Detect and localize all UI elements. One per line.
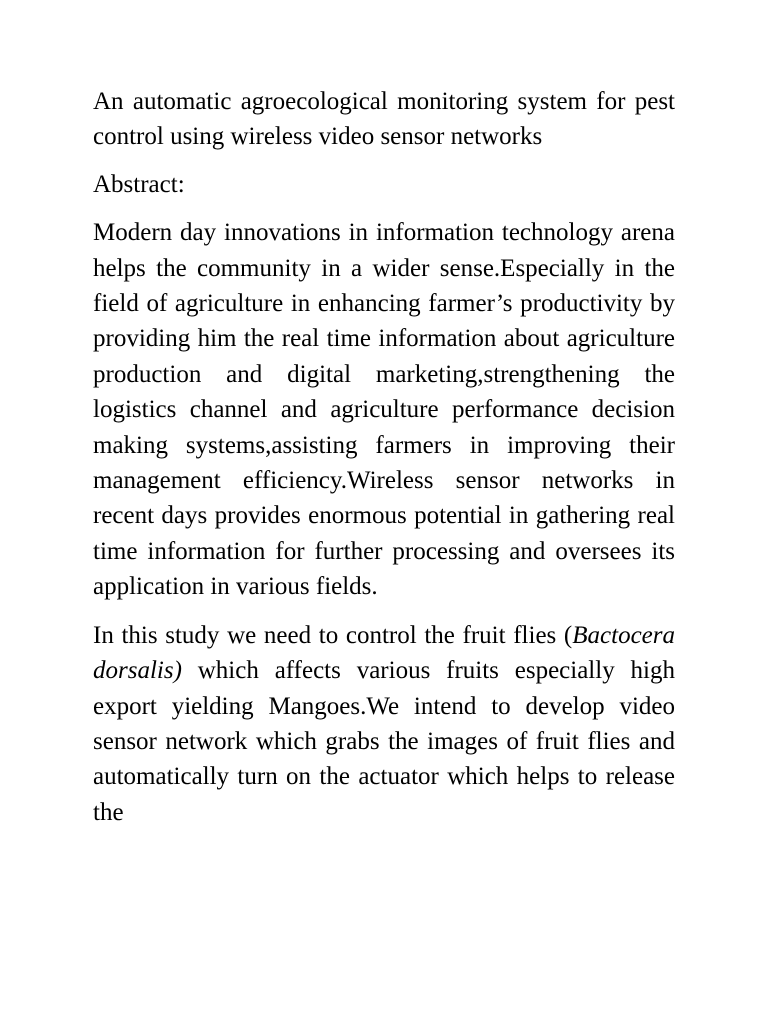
- paragraph-2-text-after: which affects various fruits especially high export yielding Mangoes.We intend to develop video sensor network which grabs the images of fruit flies and automatically turn on the actuator which helps to release the: [93, 657, 675, 826]
- document-page: [93, 84, 675, 843]
- paragraph-2-text-before: In this study we need to control the fruit flies (: [93, 621, 573, 649]
- abstract-paragraph-2: [93, 618, 675, 830]
- abstract-paragraph-1: Modern day innovations in information technology arena helps the community in a wider sense.Especially in the field of agriculture in enhancing farmer’s productivity by providing him the real time information about agriculture production and digital marketing,strengthening the logistics channel and agriculture performance decision making systems,assisting farmers in improving their management efficiency.Wireless sensor networks in recent days provides enormous potential in gathering real time information for further processing and oversees its application in various fields.: [93, 219, 675, 601]
- document-title: An automatic agroecological monitoring system for pest control using wireless video sensor networks: [93, 88, 675, 151]
- abstract-heading: Abstract:: [93, 170, 185, 198]
- species-name: Bactocera dorsalis): [93, 621, 675, 685]
